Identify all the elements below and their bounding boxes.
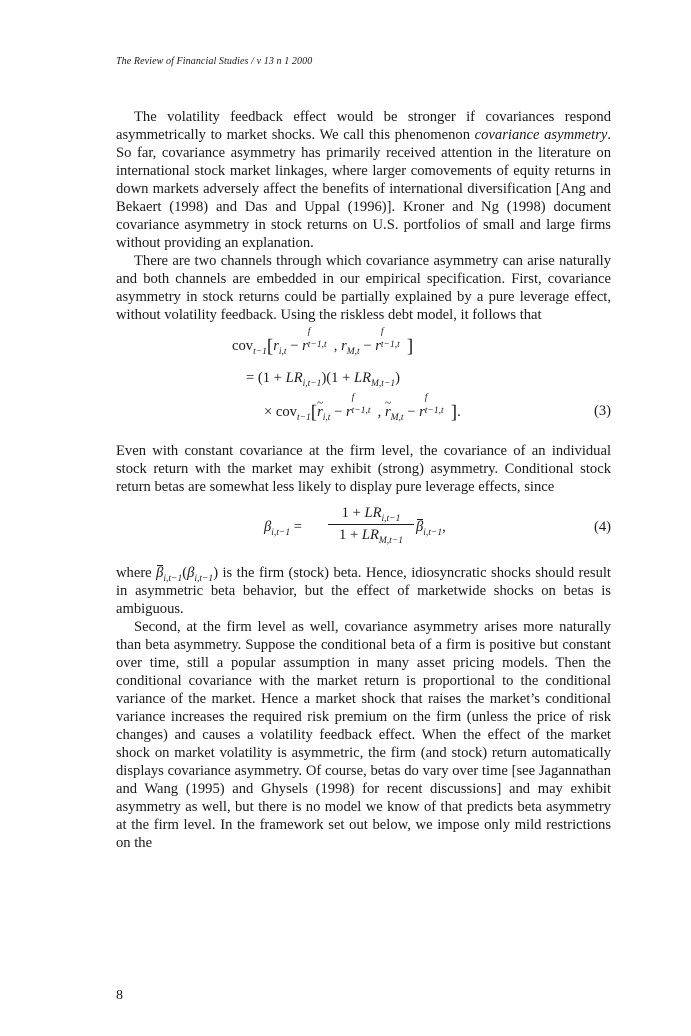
- equation-4-numerator: $1 + LR_{i,t-1}$: [328, 504, 414, 525]
- paragraph-4-text-b: is the firm (stock) beta. Hence, idiosyncratic shocks should result in asymmetric beta behavior, but the effect of marketwide shocks on betas is ambiguous.: [116, 565, 611, 617]
- paragraph-1-text-a: The volatility feedback effect would be stronger if covariances respond asymmetrically to market shocks. We call this phenomenon: [116, 109, 611, 143]
- inline-beta-expression: $\beta_{i,t-1}(\beta_{i,t-1})$: [156, 565, 219, 584]
- paragraph-1: [116, 108, 611, 252]
- equation-3-line-2: = $(1 + LR_{i,t-1})(1 + LR_{M,t-1})$: [246, 370, 400, 389]
- equation-4-number: (4): [593, 519, 611, 535]
- equation-3-line-3: × cov$_{t-1}$[~ $r_{i,t} - r$ f t−1,t , ~ $r_{M,t} - r$ f t−1,t ].: [264, 402, 461, 422]
- paragraph-4-text-a: where: [116, 565, 157, 581]
- equation-3: [116, 327, 611, 440]
- paragraph-1-emphasis: covariance asymmetry: [474, 127, 608, 143]
- equation-3-number: (3): [593, 403, 611, 419]
- equation-4-lhs: $\beta_{i,t-1}$ =: [264, 519, 302, 538]
- equation-3-line-1: $cov_{t-1}[r_{i,t} - r$ f t−1,t , $r_{M,t} - r$ f t−1,t ]: [232, 327, 414, 357]
- equation-4-fraction: [328, 504, 414, 544]
- paragraph-5: Second, at the firm level as well, covariance asymmetry arises more naturally than beta asymmetry. Suppose the conditional beta of a firm is positive but constant over time, still a popular assumption in many asset pricing models. Then the conditional covariance with the market return is proportional to the conditional variance of the market. Hence a market shock that raises the market’s conditional variance increases the required risk premium on the firm (unless the price of risk changes) and causes a volatility feedback effect. When the effect of the market shock on market volatility is asymmetric, the firm (and stock) return automatically displays covariance asymmetry. Of course, betas do vary over time [see Jagannathan and Wang (1995) and Ghysels (1998) for recent discussions] and may exhibit asymmetry as well, but there is no model we know of that predicts beta asymmetry at the firm level. In the framework set out below, we impose only mild restrictions on the: [116, 619, 611, 851]
- running-head: The Review of Financial Studies / v 13 n 1 2000: [116, 56, 313, 67]
- paragraph-2: There are two channels through which covariance asymmetry can arise naturally and both channels are embedded in our empirical specification. First, covariance asymmetry in stock returns could be partially explained by a pure leverage effect, without volatility feedback. Using the riskless debt model, it follows that: [116, 253, 611, 323]
- paragraph-1-text-b: . So far, covariance asymmetry has primarily received attention in the literature on international stock market linkages, where larger comovements of equity returns in down markets adversely affect the benefits of international diversification [Ang and Bekaert (1998) and Das and Uppal (1996)]. Kroner and Ng (1998) document covariance asymmetry in stock returns on U.S. portfolios of small and large firms without providing an explanation.: [116, 127, 612, 251]
- equation-4: [116, 504, 611, 558]
- page-number: 8: [116, 988, 123, 1003]
- body-text: [116, 108, 611, 852]
- paragraph-4: [116, 564, 611, 618]
- equation-4-rhs: $\beta_{i,t-1}$,: [416, 519, 446, 538]
- equation-4-denominator: $1 + LR_{M,t-1}$: [339, 527, 403, 546]
- paragraph-3: Even with constant covariance at the firm level, the covariance of an individual stock return with the market may exhibit (strong) asymmetry. Conditional stock return betas are somewhat less likely to display pure leverage effects, since: [116, 443, 611, 495]
